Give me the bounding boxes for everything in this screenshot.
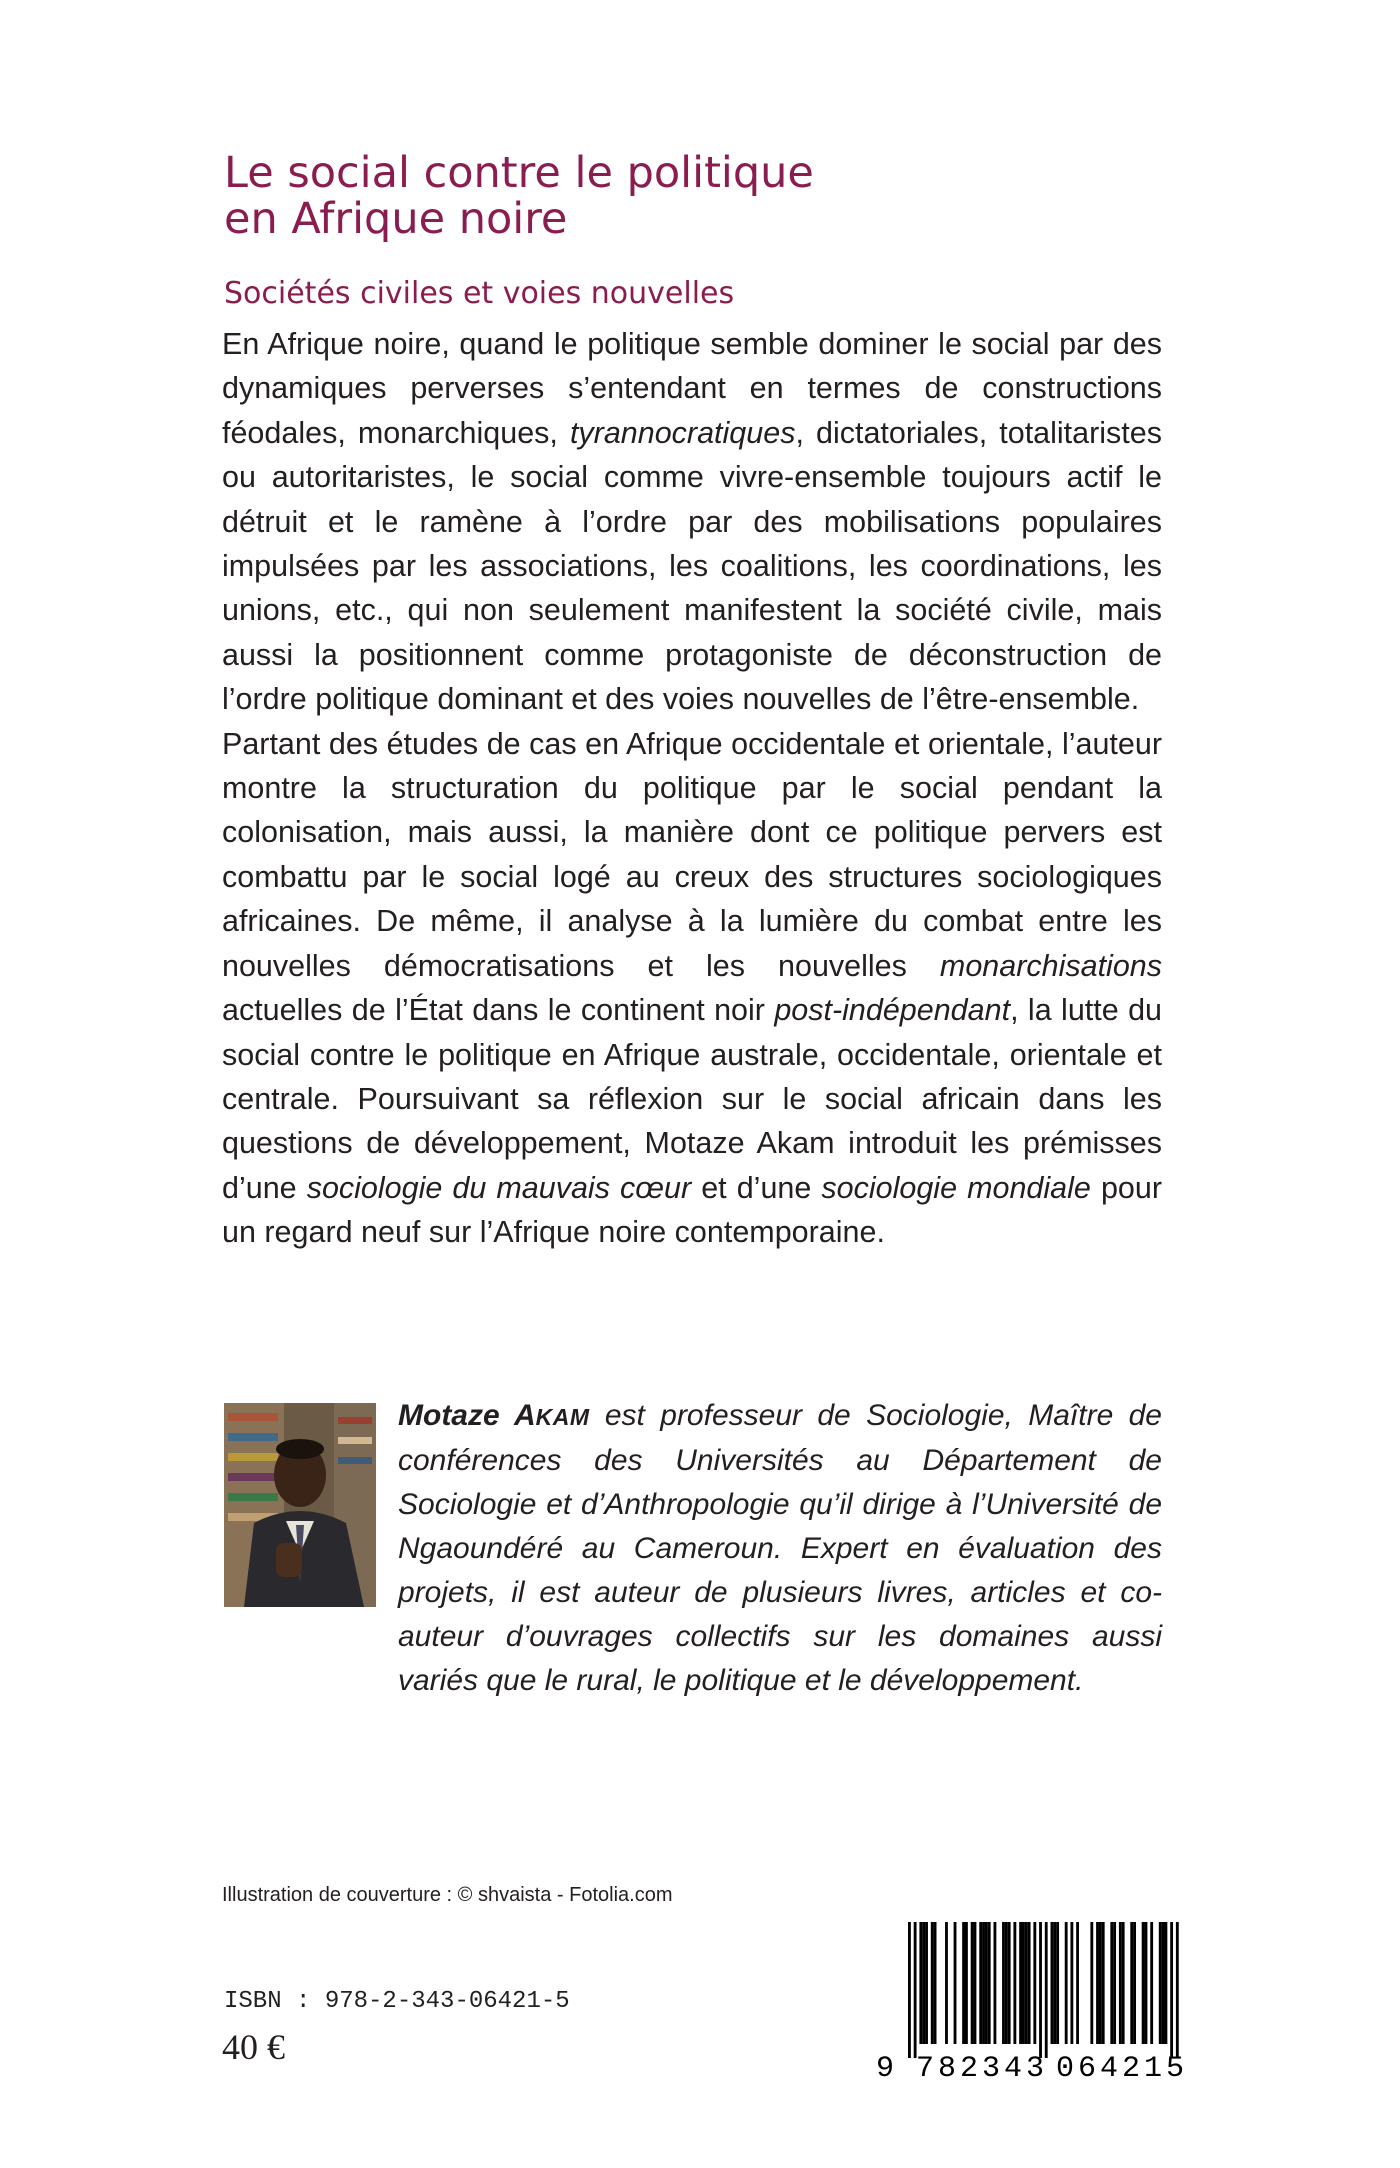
barcode-bar bbox=[1056, 1922, 1059, 2044]
barcode-bar bbox=[965, 1922, 968, 2044]
barcode-bar bbox=[1122, 1922, 1125, 2044]
book-title bbox=[224, 150, 1204, 242]
title-line-1: Le social contre le politique bbox=[224, 148, 814, 198]
cover-illustration-credit: Illustration de couverture : © shvaista - Fotolia.com bbox=[222, 1884, 673, 1906]
barcode-bar bbox=[1002, 1922, 1005, 2044]
barcode-bar bbox=[1113, 1922, 1116, 2044]
barcode-bar bbox=[1099, 1922, 1102, 2044]
barcode bbox=[874, 1922, 1204, 2080]
barcode-bar bbox=[908, 1922, 911, 2058]
barcode-bar bbox=[931, 1922, 934, 2044]
barcode-bar bbox=[1022, 1922, 1025, 2044]
barcode-bar bbox=[974, 1922, 977, 2044]
author-portrait-illustration bbox=[224, 1403, 376, 1607]
barcode-bar bbox=[1025, 1922, 1028, 2044]
summary-paragraph-1: En Afrique noire, quand le politique semble dominer le social par des dynamiques perverses s’entendant en termes de constructions féodales, monarchiques, tyrannocratiques, dictatoriales, totalitaristes ou autoritaristes, le social comme vivre-ensemble toujours actif le détruit et le ramène à l’ordre par des mobilisations populaires impulsées par les associations, les coalitions, les coordinations, les unions, etc., qui non seulement manifestent la société civile, mais aussi la positionnent comme protagoniste de déconstruction de l’ordre politique dominant et des voies nouvelles de l’être-ensemble. bbox=[222, 327, 1162, 717]
barcode-bar bbox=[971, 1922, 974, 2044]
barcode-bar bbox=[1159, 1922, 1162, 2044]
barcode-bar bbox=[1150, 1922, 1153, 2044]
barcode-bar bbox=[954, 1922, 957, 2044]
barcode-bar bbox=[1096, 1922, 1099, 2044]
barcode-bar bbox=[925, 1922, 928, 2044]
barcode-bar bbox=[1019, 1922, 1022, 2044]
author-bio: Motaze AKAM est professeur de Sociologie, Maître de conférences des Universités au Département de Sociologie et d’Anthropologie qu’il dirige à l’Université de Ngaoundéré au Cameroun. Expert en évaluation des projets, il est auteur de plusieurs livres, articles et co-auteur d’ouvrages collectifs sur les domaines aussi variés que le rural, le politique et le développement. bbox=[398, 1399, 1162, 1697]
barcode-bar bbox=[1028, 1922, 1031, 2044]
barcode-digit-first: 9 bbox=[876, 2052, 895, 2080]
barcode-bar bbox=[1165, 1922, 1168, 2044]
barcode-bar bbox=[985, 1922, 988, 2044]
barcode-bar bbox=[922, 1922, 925, 2044]
barcode-bar bbox=[1162, 1922, 1165, 2044]
barcode-digits bbox=[876, 2052, 1184, 2080]
barcode-bar bbox=[979, 1922, 982, 2044]
barcode-bar bbox=[1170, 1922, 1173, 2058]
author-name: Motaze AKAM bbox=[398, 1399, 590, 1432]
isbn: ISBN : 978-2-343-06421-5 bbox=[224, 1988, 570, 2015]
barcode-bar bbox=[1070, 1922, 1073, 2044]
barcode-digits-left: 782343 bbox=[916, 2052, 1044, 2080]
barcode-bars bbox=[908, 1922, 1179, 2058]
summary-paragraph-2: Partant des études de cas en Afrique occidentale et orientale, l’auteur montre la structuration du politique par le social pendant la colonisation, mais aussi, la manière dont ce politique pervers est combattu par le social logé au creux des structures sociologiques africaines. De même, il analyse à la lumière du combat entre les nouvelles démocratisations et les nouvelles monarchisations actuelles de l’État dans le continent noir post-indépendant, la lutte du social contre le politique en Afrique australe, occidentale, orientale et centrale. Poursuivant sa réflexion sur le social africain dans les questions de développement, Motaze Akam introduit les prémisses d’une sociologie du mauvais cœur et d’une sociologie mondiale pour un regard neuf sur l’Afrique noire contemporaine. bbox=[222, 726, 1162, 1250]
barcode-bar bbox=[1176, 1922, 1179, 2058]
price: 40 € bbox=[222, 2027, 285, 2067]
barcode-bar bbox=[934, 1922, 937, 2044]
barcode-bar bbox=[1051, 1922, 1054, 2044]
barcode-bar bbox=[1053, 1922, 1056, 2044]
barcode-bar bbox=[1005, 1922, 1008, 2044]
barcode-bar bbox=[1045, 1922, 1048, 2058]
barcode-bar bbox=[945, 1922, 948, 2044]
barcode-bar bbox=[1102, 1922, 1105, 2044]
barcode-bar bbox=[962, 1922, 965, 2044]
title-line-2: en Afrique noire bbox=[224, 194, 568, 244]
barcode-bar bbox=[1065, 1922, 1068, 2044]
barcode-bar bbox=[919, 1922, 922, 2044]
barcode-bar bbox=[1033, 1922, 1036, 2044]
barcode-bar bbox=[988, 1922, 991, 2044]
barcode-bar bbox=[1133, 1922, 1136, 2044]
barcode-bar bbox=[1039, 1922, 1042, 2058]
barcode-digits-right: 064215 bbox=[1056, 2052, 1184, 2080]
barcode-bar bbox=[1013, 1922, 1016, 2044]
barcode-bar bbox=[982, 1922, 985, 2044]
author-photo bbox=[224, 1403, 376, 1607]
barcode-bar bbox=[1076, 1922, 1079, 2044]
barcode-bar bbox=[1090, 1922, 1093, 2044]
book-subtitle: Sociétés civiles et voies nouvelles bbox=[224, 276, 735, 311]
summary-text bbox=[222, 322, 1162, 1255]
barcode-bar bbox=[1110, 1922, 1113, 2044]
barcode-bar bbox=[994, 1922, 997, 2044]
barcode-bar bbox=[1145, 1922, 1148, 2044]
barcode-bar bbox=[1008, 1922, 1011, 2044]
barcode-bar bbox=[1130, 1922, 1133, 2044]
barcode-bar bbox=[914, 1922, 917, 2058]
barcode-bar bbox=[1119, 1922, 1122, 2044]
barcode-bar bbox=[1142, 1922, 1145, 2044]
